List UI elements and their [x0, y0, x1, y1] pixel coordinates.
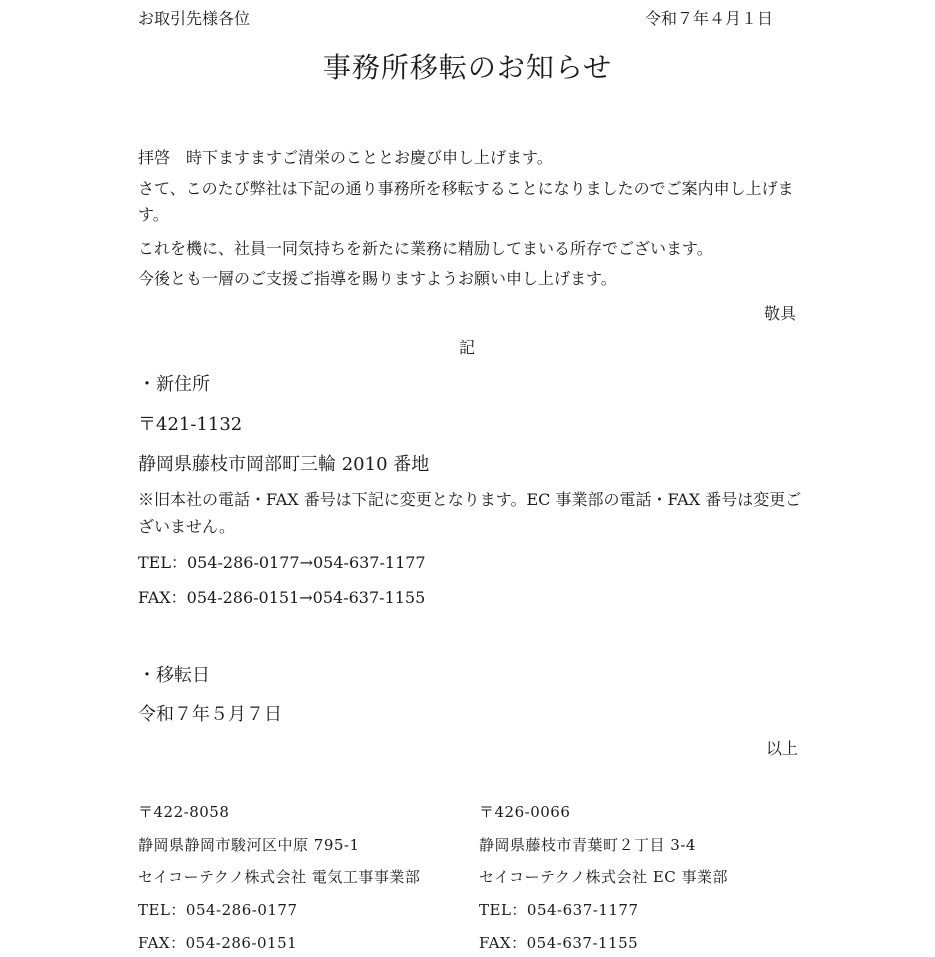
new-postal-code: 〒421-1132: [138, 414, 243, 435]
greeting: 拝啓 時下ますますご清栄のこととお慶び申し上げます。: [138, 148, 553, 167]
recipient: お取引先様各位: [138, 9, 251, 28]
move-date-heading: ・移転日: [138, 665, 210, 686]
fax-change: FAX：054-286-0151→054-637-1155: [138, 588, 426, 607]
move-date: 令和７年５月７日: [138, 704, 282, 725]
issue-date: 令和７年４月１日: [645, 9, 774, 28]
page-title: 事務所移転のお知らせ: [322, 51, 613, 84]
new-address-heading: ・新住所: [138, 374, 210, 395]
paragraph-1: さて、このたび弊社は下記の通り事務所を移転することになりましたのでご案内申し上げます。: [138, 179, 794, 224]
footer-right-tel: TEL：054-637-1177: [479, 901, 639, 919]
footer-left-tel: TEL：054-286-0177: [138, 901, 298, 919]
paragraph-3: 今後とも一層のご支援ご指導を賜りますようお願い申し上げます。: [138, 269, 617, 288]
paragraph-2: これを機に、社員一同気持ちを新たに業務に精励してまいる所存でございます。: [138, 239, 713, 258]
ki-mark: 記: [459, 338, 476, 357]
footer-right-fax: FAX：054-637-1155: [479, 934, 639, 952]
footer-left-address: 静岡県静岡市駿河区中原 795-1: [138, 836, 360, 854]
new-address: 静岡県藤枝市岡部町三輪 2010 番地: [138, 454, 430, 475]
footer-right-postal: 〒426-0066: [479, 803, 571, 821]
footer-right-company: セイコーテクノ株式会社 EC 事業部: [479, 868, 729, 886]
closing-keigu: 敬具: [764, 304, 797, 323]
footer-right-address: 静岡県藤枝市青葉町２丁目 3-4: [479, 836, 696, 854]
phone-change-note: ※旧本社の電話・FAX 番号は下記に変更となります。EC 事業部の電話・FAX 番号は変更ございません。: [138, 490, 802, 536]
end-mark: 以上: [766, 739, 799, 758]
tel-change: TEL：054-286-0177→054-637-1177: [138, 553, 426, 572]
footer-left-company: セイコーテクノ株式会社 電気工事事業部: [138, 868, 421, 886]
footer-left-fax: FAX：054-286-0151: [138, 934, 298, 952]
footer-left-postal: 〒422-8058: [138, 803, 230, 821]
